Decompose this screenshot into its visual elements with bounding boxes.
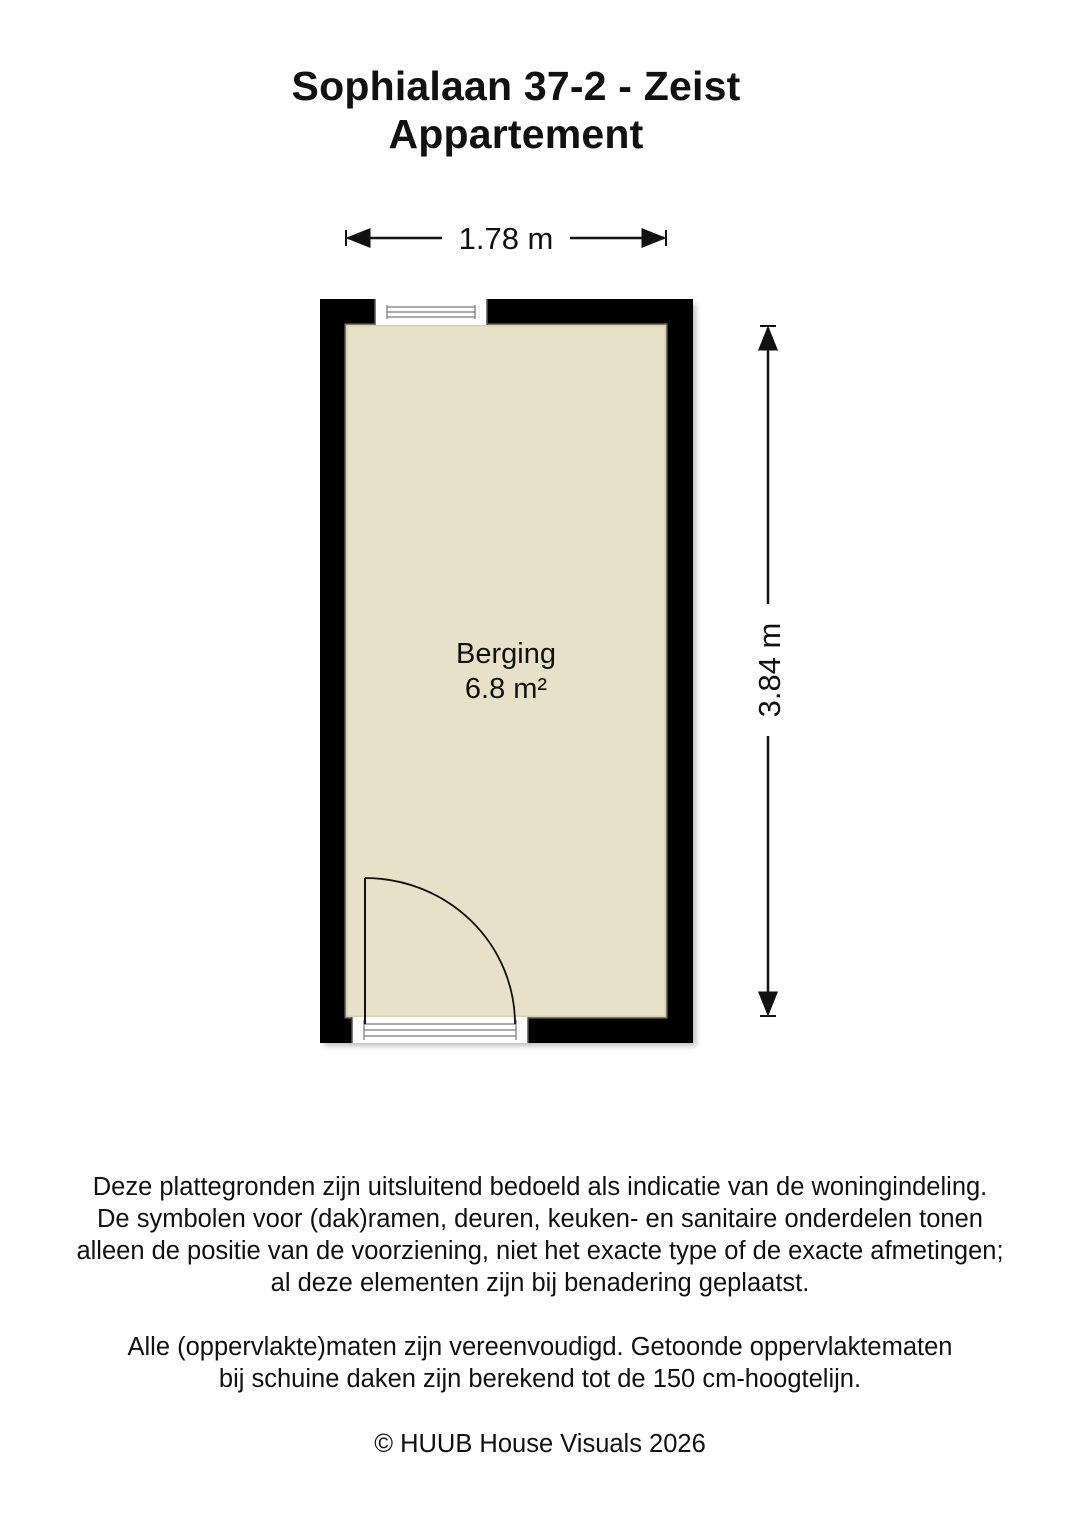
disclaimer-line: alleen de positie van de voorziening, niet het exacte type of de exacte afmetingen; bbox=[76, 1237, 1004, 1265]
room-floor bbox=[346, 325, 666, 1017]
width-dimension bbox=[346, 221, 666, 256]
disclaimer-line: De symbolen voor (dak)ramen, deuren, keuken- en sanitaire onderdelen tonen bbox=[97, 1205, 983, 1233]
disclaimer bbox=[0, 1171, 1080, 1395]
disclaimer-line: al deze elementen zijn bij benadering geplaatst. bbox=[270, 1269, 810, 1297]
disclaimer-line: Alle (oppervlakte)maten zijn vereenvoudigd. Getoonde oppervlaktematen bbox=[127, 1333, 953, 1361]
height-dimension-label: 3.84 m bbox=[752, 622, 787, 718]
paragraph-gap bbox=[0, 1299, 1080, 1331]
window bbox=[375, 299, 487, 325]
width-dimension-label: 1.78 m bbox=[458, 221, 554, 256]
disclaimer-line: Deze plattegronden zijn uitsluitend bedoeld als indicatie van de woningindeling. bbox=[92, 1173, 988, 1201]
room-name: Berging bbox=[456, 638, 556, 670]
copyright: © HUUB House Visuals 2026 bbox=[374, 1430, 706, 1458]
disclaimer-line: bij schuine daken zijn berekend tot de 150 cm-hoogtelijn. bbox=[218, 1365, 862, 1393]
page-title: Sophialaan 37-2 - Zeist bbox=[291, 63, 741, 109]
height-dimension bbox=[752, 326, 787, 1016]
room-area: 6.8 m² bbox=[464, 673, 548, 705]
page-subtitle: Appartement bbox=[388, 111, 644, 157]
